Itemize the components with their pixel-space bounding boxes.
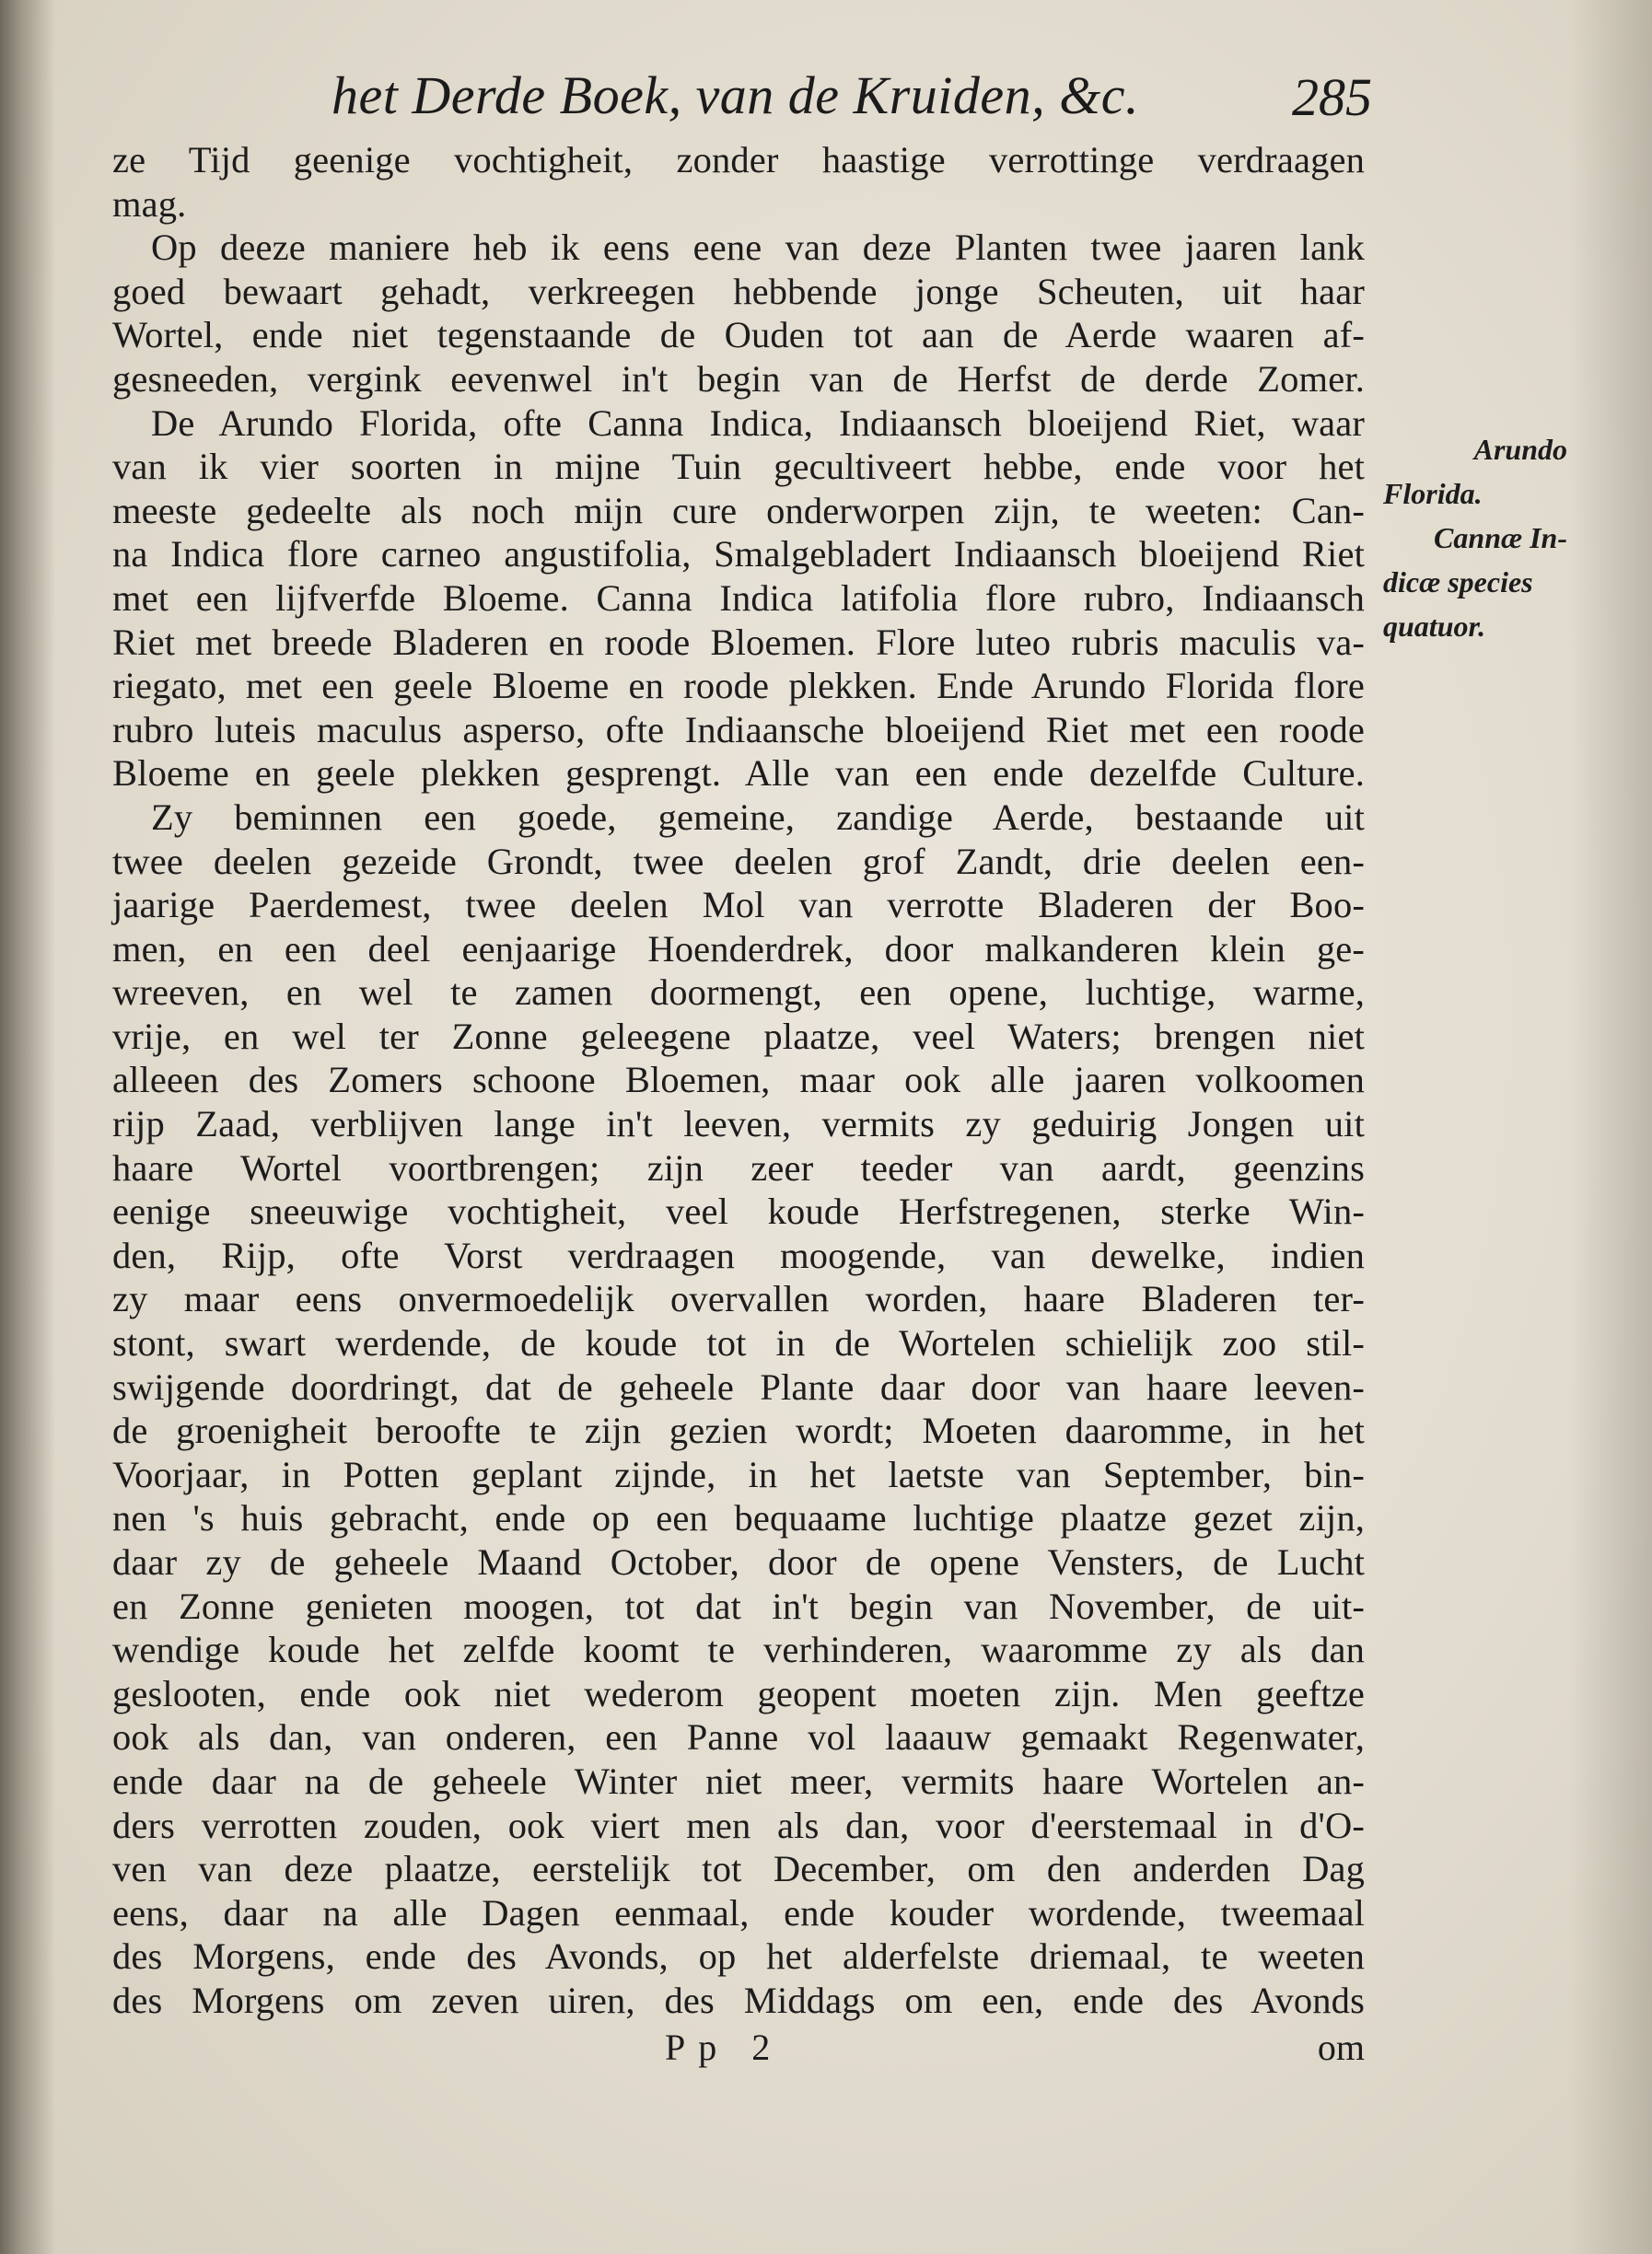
marginal-line: Arundo — [1473, 433, 1567, 466]
text-line: den, Rijp, ofte Vorst verdraagen moogende, van dewelke, indien — [112, 1234, 1365, 1276]
page-number: 285 — [1292, 67, 1372, 127]
running-title: het Derde Boek, van de Kruiden, &c. — [332, 65, 1140, 125]
text-line: de groenigheit beroofte te zijn gezien wordt; Moeten daaromme, in het — [112, 1410, 1365, 1452]
page-footer — [112, 2026, 1365, 2081]
text-line: swijgende doordringt, dat de geheele Plante daar door van haare leeven- — [112, 1365, 1365, 1408]
text-line: des Morgens, ende des Avonds, op het alderfelste driemaal, te weeten — [112, 1935, 1365, 1978]
text-line: rijp Zaad, verblijven lange in't leeven, vermits zy geduirig Jongen uit — [112, 1103, 1365, 1145]
text-line: des Morgens om zeven uiren, des Middags om een, ende des Avonds — [112, 1979, 1365, 2021]
text-line: vrije, en wel ter Zonne geleegene plaatze, veel Waters; brengen niet — [112, 1015, 1365, 1057]
text-line: Riet met breede Bladeren en roode Bloemen. Flore luteo rubris maculis va- — [112, 621, 1365, 663]
text-line: geslooten, ende ook niet wederom geopent moeten zijn. Men geeftze — [112, 1672, 1365, 1714]
text-line: Bloeme en geele plekken gesprengt. Alle van een ende dezelfde Culture. — [112, 752, 1365, 795]
text-line: riegato, met een geele Bloeme en roode plekken. Ende Arundo Florida flore — [112, 665, 1365, 707]
text-line: meeste gedeelte als noch mijn cure onderworpen zijn, te weeten: Can- — [112, 489, 1365, 531]
text-line: wendige koude het zelfde koomt te verhinderen, waaromme zy als dan — [112, 1629, 1365, 1671]
text-line: ven van deze plaatze, eerstelijk tot December, om den anderden Dag — [112, 1848, 1365, 1890]
text-line: alleeen des Zomers schoone Bloemen, maar ook alle jaaren volkoomen — [112, 1059, 1365, 1101]
text-line: nen 's huis gebracht, ende op een bequaame luchtige plaatze gezet zijn, — [112, 1497, 1365, 1539]
text-line: wreeven, en wel te zamen doormengt, een opene, luchtige, warme, — [112, 971, 1365, 1014]
marginal-line: Florida. — [1383, 477, 1483, 510]
body-text — [112, 138, 1365, 2023]
text-line: ook als dan, van onderen, een Panne vol laaauw gemaakt Regenwater, — [112, 1716, 1365, 1759]
text-line: mag. — [112, 182, 187, 225]
text-line: eenige sneeuwige vochtigheit, veel koude Herfstregenen, sterke Win- — [112, 1191, 1365, 1233]
text-line: ende daar na de geheele Winter niet meer, vermits haare Wortelen an- — [112, 1760, 1365, 1802]
text-line: van ik vier soorten in mijne Tuin gecultiveert hebbe, ende voor het — [112, 446, 1365, 488]
marginal-line: Cannæ In- — [1434, 521, 1567, 554]
text-line: en Zonne genieten moogen, tot dat in't begin van November, de uit- — [112, 1585, 1365, 1627]
text-line: gesneeden, vergink eevenwel in't begin van de Herfst de derde Zomer. — [112, 357, 1365, 400]
text-line: men, en een deel eenjaarige Hoenderdrek, door malkanderen klein ge- — [112, 927, 1365, 970]
text-line: eens, daar na alle Dagen eenmaal, ende kouder wordende, tweemaal — [112, 1891, 1365, 1934]
text-line: De Arundo Florida, ofte Canna Indica, Indiaansch bloeijend Riet, waar — [151, 401, 1365, 444]
signature-mark: Pp 2 — [665, 2027, 784, 2068]
text-line: ders verrotten zouden, ook viert men als dan, voor d'eerstemaal in d'O- — [112, 1804, 1365, 1846]
text-line: Wortel, ende niet tegenstaande de Ouden tot aan de Aerde waaren af- — [112, 314, 1365, 356]
text-line: Op deeze maniere heb ik eens eene van deze Planten twee jaaren lank — [151, 227, 1365, 269]
text-line: stont, swart werdende, de koude tot in de Wortelen schielijk zoo stil- — [112, 1322, 1365, 1365]
text-line: twee deelen gezeide Grondt, twee deelen grof Zandt, drie deelen een- — [112, 840, 1365, 882]
text-line: rubro luteis maculus asperso, ofte Indiaansche bloeijend Riet met een roode — [112, 708, 1365, 750]
marginal-note — [1383, 427, 1567, 648]
catchword: om — [1317, 2027, 1365, 2068]
text-line: met een lijfverfde Bloeme. Canna Indica latifolia flore rubro, Indiaansch — [112, 576, 1365, 619]
text-line: ze Tijd geenige vochtigheit, zonder haastige verrottinge verdraagen — [112, 139, 1365, 180]
page-edge-shadow — [1569, 0, 1652, 2254]
marginal-line: dicæ species — [1383, 565, 1533, 598]
text-line: Zy beminnen een goede, gemeine, zandige Aerde, bestaande uit — [151, 796, 1365, 838]
text-line: na Indica flore carneo angustifolia, Smalgebladert Indiaansch bloeijend Riet — [112, 533, 1365, 575]
text-line: haare Wortel voortbrengen; zijn zeer teeder van aardt, geenzins — [112, 1146, 1365, 1189]
marginal-line: quatuor. — [1383, 610, 1486, 643]
text-line: goed bewaart gehadt, verkreegen hebbende jonge Scheuten, uit haar — [112, 270, 1365, 312]
text-line: jaarige Paerdemest, twee deelen Mol van verrotte Bladeren der Boo- — [112, 884, 1365, 926]
gutter-shadow — [0, 0, 55, 2254]
running-header — [332, 57, 1372, 140]
text-line: daar zy de geheele Maand October, door de opene Vensters, de Lucht — [112, 1541, 1365, 1583]
text-line: zy maar eens onvermoedelijk overvallen worden, haare Bladeren ter- — [112, 1278, 1365, 1320]
text-line: Voorjaar, in Potten geplant zijnde, in het laetste van September, bin- — [112, 1453, 1365, 1495]
